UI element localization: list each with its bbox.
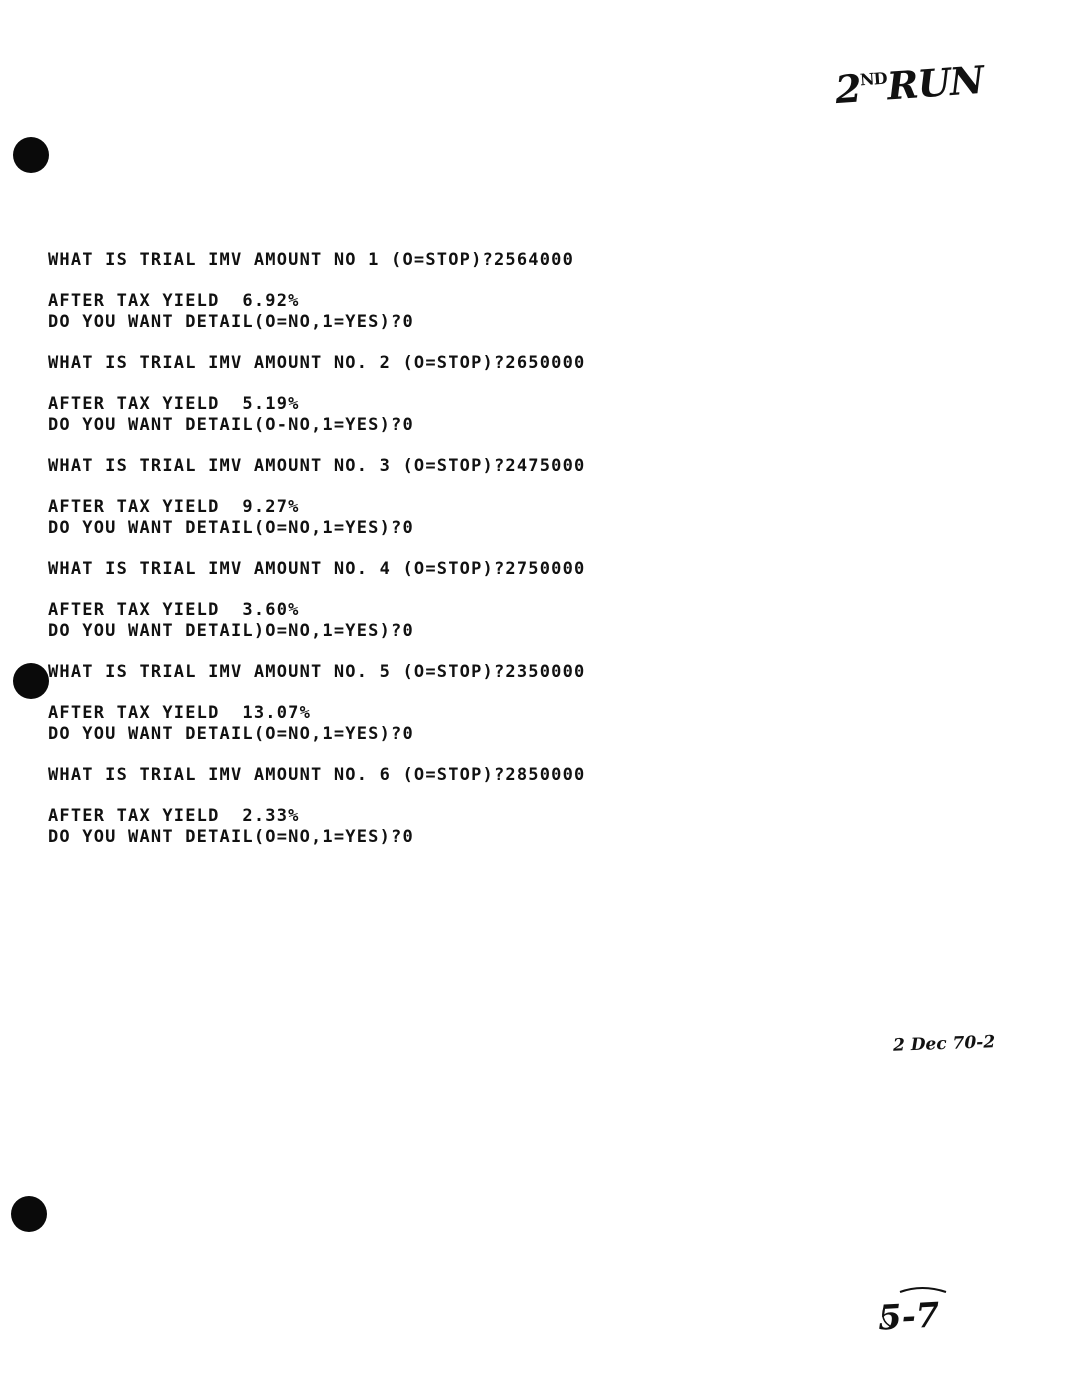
after-tax-yield-line: AFTER TAX YIELD 2.33% xyxy=(48,806,300,826)
detail-prompt-line: DO YOU WANT DETAIL(O-NO,1=YES)?0 xyxy=(48,415,414,435)
trial-entry xyxy=(48,456,748,539)
trial-entry xyxy=(48,662,748,745)
handwritten-page-number: 5-7 xyxy=(876,1295,941,1339)
after-tax-yield-line: AFTER TAX YIELD 9.27% xyxy=(48,497,300,517)
run-label-word: RUN xyxy=(885,56,985,109)
trial-entry xyxy=(48,353,748,436)
after-tax-yield-line: AFTER TAX YIELD 3.60% xyxy=(48,600,300,620)
trial-question-line: WHAT IS TRIAL IMV AMOUNT NO. 2 (O=STOP)?2650000 xyxy=(48,353,586,373)
trial-result xyxy=(48,291,748,333)
trial-result xyxy=(48,497,748,539)
detail-prompt-line: DO YOU WANT DETAIL(O=NO,1=YES)?0 xyxy=(48,312,414,332)
trial-result xyxy=(48,600,748,642)
teletype-printout xyxy=(48,250,748,868)
trial-result xyxy=(48,703,748,745)
trial-question-line: WHAT IS TRIAL IMV AMOUNT NO 1 (O=STOP)?2564000 xyxy=(48,250,575,270)
trial-entry xyxy=(48,765,748,848)
trial-question-line: WHAT IS TRIAL IMV AMOUNT NO. 6 (O=STOP)?2850000 xyxy=(48,765,586,785)
punch-hole xyxy=(13,137,49,173)
trial-entry xyxy=(48,250,748,333)
trial-result xyxy=(48,806,748,848)
punch-hole xyxy=(13,663,49,699)
after-tax-yield-line: AFTER TAX YIELD 13.07% xyxy=(48,703,312,723)
trial-question-line: WHAT IS TRIAL IMV AMOUNT NO. 5 (O=STOP)?2350000 xyxy=(48,662,586,682)
handwritten-run-label xyxy=(834,57,985,112)
after-tax-yield-line: AFTER TAX YIELD 5.19% xyxy=(48,394,300,414)
punch-hole xyxy=(11,1196,47,1232)
handwritten-date-code: 2 Dec 70-2 xyxy=(892,1032,996,1056)
trial-entry xyxy=(48,559,748,642)
detail-prompt-line: DO YOU WANT DETAIL(O=NO,1=YES)?0 xyxy=(48,827,414,847)
trial-question-line: WHAT IS TRIAL IMV AMOUNT NO. 3 (O=STOP)?2475000 xyxy=(48,456,586,476)
detail-prompt-line: DO YOU WANT DETAIL(O=NO,1=YES)?0 xyxy=(48,518,414,538)
trial-question-line: WHAT IS TRIAL IMV AMOUNT NO. 4 (O=STOP)?2750000 xyxy=(48,559,586,579)
detail-prompt-line: DO YOU WANT DETAIL)O=NO,1=YES)?0 xyxy=(48,621,414,641)
run-label-suffix: ND xyxy=(859,68,888,90)
trial-result xyxy=(48,394,748,436)
detail-prompt-line: DO YOU WANT DETAIL(O=NO,1=YES)?0 xyxy=(48,724,414,744)
after-tax-yield-line: AFTER TAX YIELD 6.92% xyxy=(48,291,300,311)
run-label-number: 2 xyxy=(833,65,863,113)
